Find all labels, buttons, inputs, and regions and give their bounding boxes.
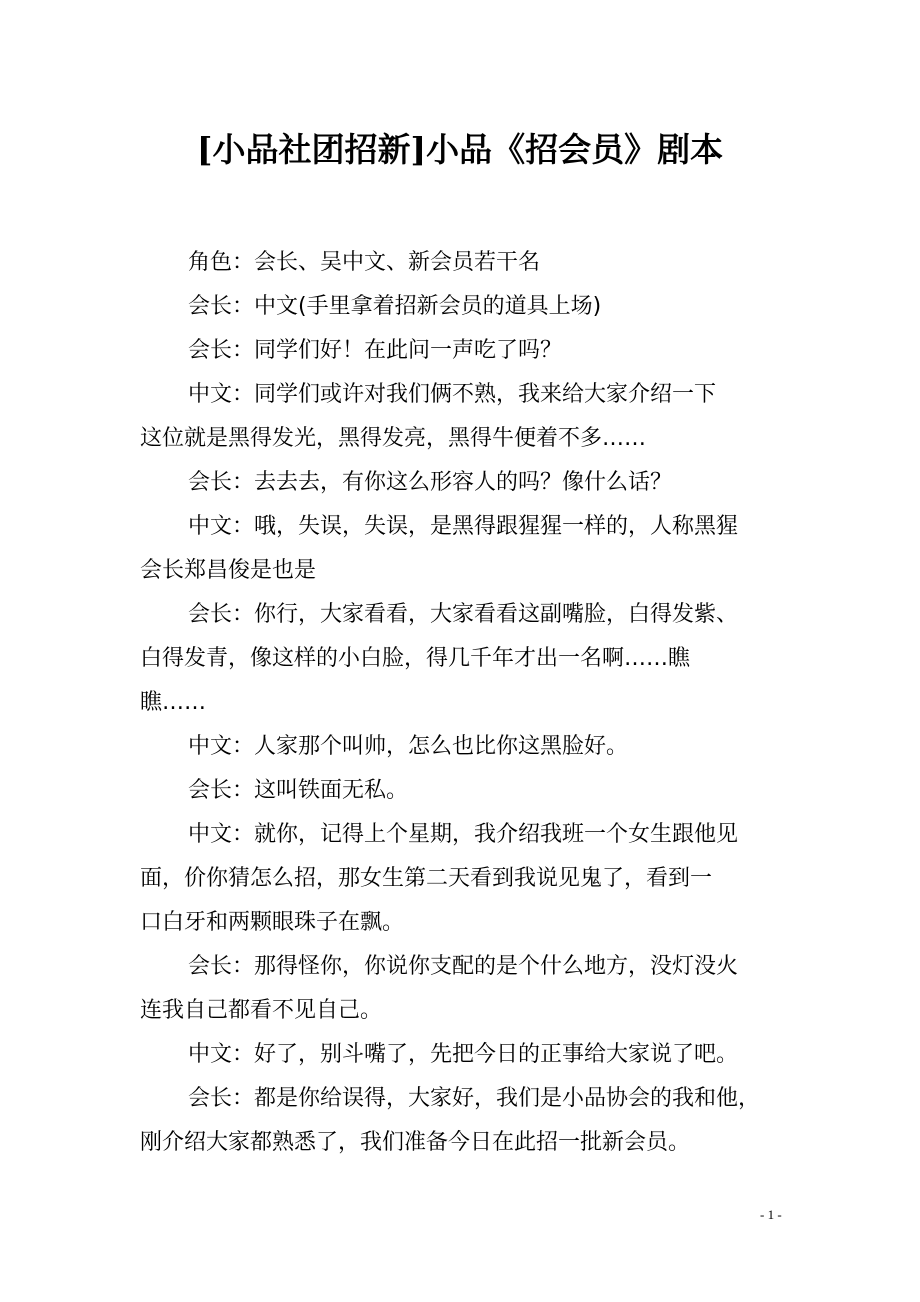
text-line: 刚介绍大家都熟悉了，我们准备今日在此招一批新会员。 [140,1130,691,1155]
text-line: 会长：这叫铁面无私。 [188,778,409,803]
text-line: 会长：都是你给误得，大家好，我们是小品协会的我和他， [188,1086,761,1111]
text-line: 面，价你猜怎么招，那女生第二天看到我说见鬼了，看到一 [140,866,713,891]
text-line: 中文：就你，记得上个星期，我介绍我班一个女生跟他见 [188,822,739,847]
text-line: 会长：去去去，有你这么形容人的吗？像什么话？ [188,470,673,495]
text-line: 会长：同学们好！在此问一声吃了吗？ [188,338,563,363]
text-line: 中文：哦，失误，失误，是黑得跟猩猩一样的，人称黑猩 [188,514,739,539]
text-line: 中文：好了，别斗嘴了，先把今日的正事给大家说了吧。 [188,1042,739,1067]
text-line: 中文：同学们或许对我们俩不熟，我来给大家介绍一下 [188,382,717,407]
text-line: 白得发青，像这样的小白脸，得几千年才出一名啊……瞧 [140,646,691,671]
text-line: 会长：中文(手里拿着招新会员的道具上场) [188,294,602,319]
text-line: 瞧…… [140,690,207,715]
text-line: 中文：人家那个叫帅，怎么也比你这黑脸好。 [188,734,629,759]
text-line: 角色：会长、吴中文、新会员若干名 [188,250,541,275]
script-body [140,241,800,1165]
page-number: - 1 - [760,1207,782,1222]
text-line: 会长：那得怪你，你说你支配的是个什么地方，没灯没火 [188,954,739,979]
text-line: 这位就是黑得发光，黑得发亮，黑得牛便着不多…… [140,426,647,451]
document-title: [小品社团招新]小品《招会员》剧本 [196,130,724,169]
text-line: 口白牙和两颗眼珠子在飘。 [140,910,405,935]
text-line: 连我自己都看不见自己。 [140,998,383,1023]
text-line: 会长：你行，大家看看，大家看看这副嘴脸，白得发紫、 [188,602,739,627]
text-line: 会长郑昌俊是也是 [140,558,317,583]
